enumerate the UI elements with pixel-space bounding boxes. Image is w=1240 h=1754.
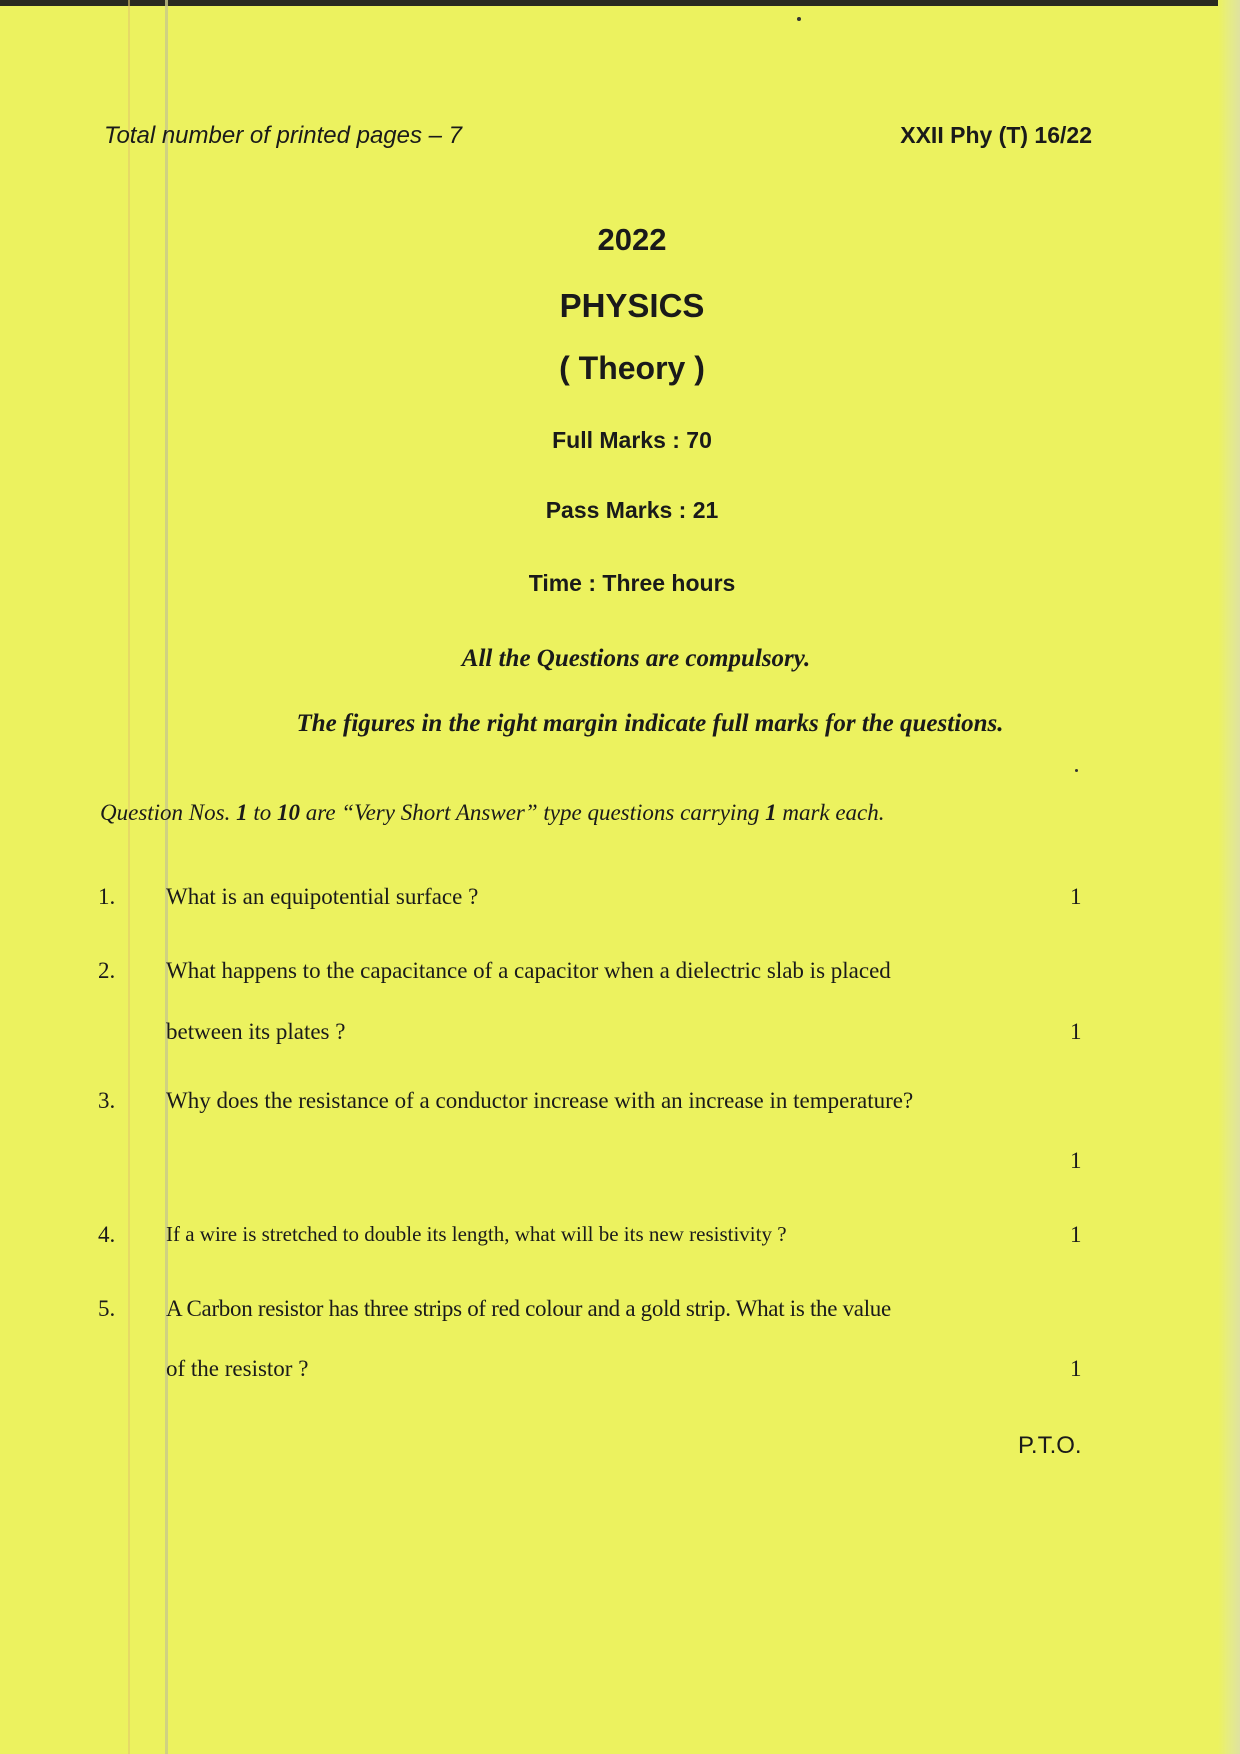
exam-year: 2022 (597, 222, 667, 257)
scan-top-edge (0, 0, 1240, 6)
question-marks: 1 (1070, 1019, 1082, 1044)
question-marks: 1 (1070, 884, 1082, 909)
question-marks: 1 (1070, 1222, 1082, 1247)
question-marks: 1 (1070, 1148, 1082, 1173)
question-number: 1. (98, 884, 116, 909)
instruction-compulsory: All the Questions are compulsory. (461, 645, 811, 672)
question-text: What is an equipotential surface ? (166, 884, 479, 909)
full-marks: Full Marks : 70 (552, 427, 712, 453)
question-text: Why does the resistance of a conductor increase with an increase in temperature? (166, 1088, 914, 1113)
pass-marks: Pass Marks : 21 (545, 497, 719, 523)
question-number: 5. (98, 1296, 116, 1321)
question-text-continued: of the resistor ? (166, 1356, 309, 1381)
exam-paper-type: ( Theory ) (559, 350, 705, 386)
instruction-margin-marks: The figures in the right margin indicate full marks for the questions. (296, 710, 1004, 737)
question-number: 2. (98, 958, 116, 983)
question-marks: 1 (1070, 1356, 1082, 1381)
scan-speck (797, 17, 801, 21)
paper-code: XXII Phy (T) 16/22 (900, 122, 1092, 148)
question-text: A Carbon resistor has three strips of red colour and a gold strip. What is the value (166, 1296, 891, 1321)
margin-rule-faint (128, 0, 130, 1754)
section-note: Question Nos. 1 to 10 are “Very Short Answer” type questions carrying 1 mark each. (100, 800, 885, 825)
please-turn-over: P.T.O. (1018, 1432, 1082, 1459)
question-number: 4. (98, 1222, 116, 1247)
scan-speck (1075, 769, 1078, 772)
margin-rule (165, 0, 168, 1754)
exam-time: Time : Three hours (528, 570, 736, 596)
exam-subject: PHYSICS (559, 287, 705, 324)
question-text-continued: between its plates ? (166, 1019, 346, 1044)
scan-right-edge (1218, 0, 1240, 1754)
question-text: What happens to the capacitance of a capacitor when a dielectric slab is placed (166, 958, 891, 983)
printed-pages-note: Total number of printed pages – 7 (104, 122, 463, 149)
question-number: 3. (98, 1088, 116, 1113)
question-text: If a wire is stretched to double its length, what will be its new resistivity ? (166, 1222, 787, 1246)
